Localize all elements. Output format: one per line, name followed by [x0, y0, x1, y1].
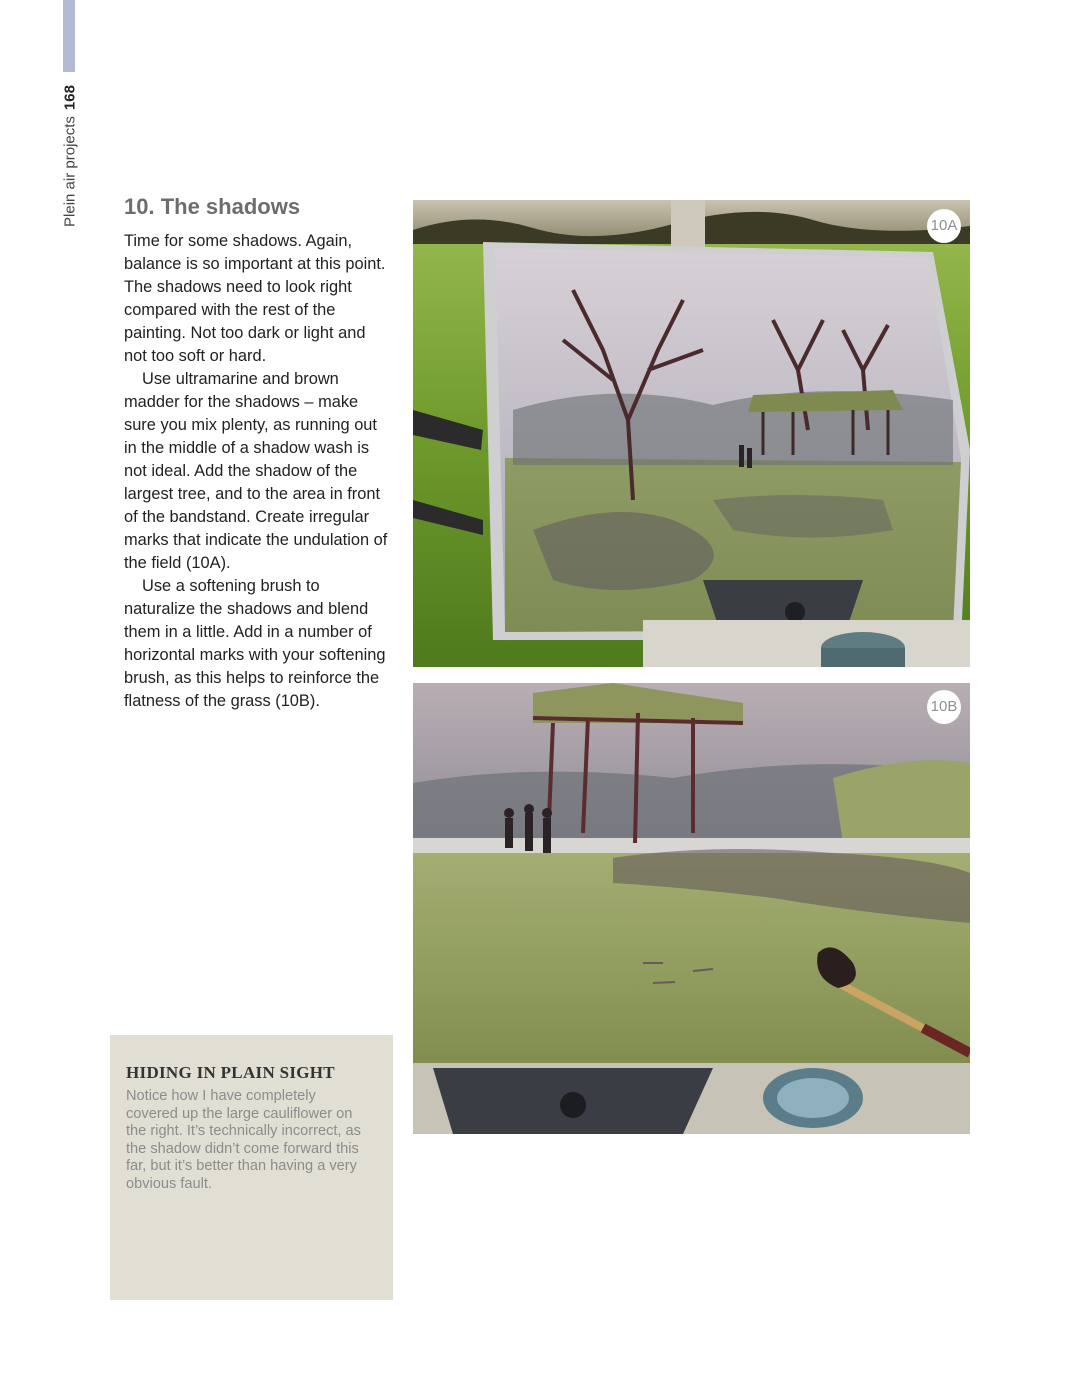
photo-label: 10B — [927, 690, 961, 724]
tip-text: Notice how I have completely covered up the large cauliflower on the right. It’s technically incorrect, as the shadow didn’t come forward this far, but it’s better than having a very obvious fault. — [126, 1088, 361, 1192]
photo-10b-image — [413, 683, 970, 1134]
photo-label: 10A — [927, 209, 961, 243]
photo-10b — [413, 683, 970, 1134]
tip-box — [110, 1035, 393, 1300]
paragraph: Use a softening brush to naturalize the shadows and blend them in a little. Add in a number of horizontal marks with your softening brush, as this helps to reinforce the flatness of the grass (10B). — [124, 577, 386, 710]
section-color-bar — [63, 0, 75, 72]
page-number: 168 — [61, 85, 79, 111]
step-heading: 10. The shadows — [124, 194, 301, 219]
photo-10a-image — [413, 200, 970, 667]
tip-title: HIDING IN PLAIN SIGHT — [126, 1063, 335, 1082]
body-text — [124, 230, 392, 713]
paragraph: Time for some shadows. Again, balance is so important at this point. The shadows need to look right compared with the rest of the painting. Not too dark or light and not too soft or hard. — [124, 232, 386, 365]
section-title: Plein air projects — [61, 116, 79, 227]
paragraph: Use ultramarine and brown madder for the shadows – make sure you mix plenty, as running out in the middle of a shadow wash is not ideal. Add the shadow of the largest tree, and to the area in front of the bandstand. Create irregular marks that indicate the undulation of the field (10A). — [124, 370, 388, 572]
photo-10a — [413, 200, 970, 667]
running-head — [62, 85, 79, 227]
